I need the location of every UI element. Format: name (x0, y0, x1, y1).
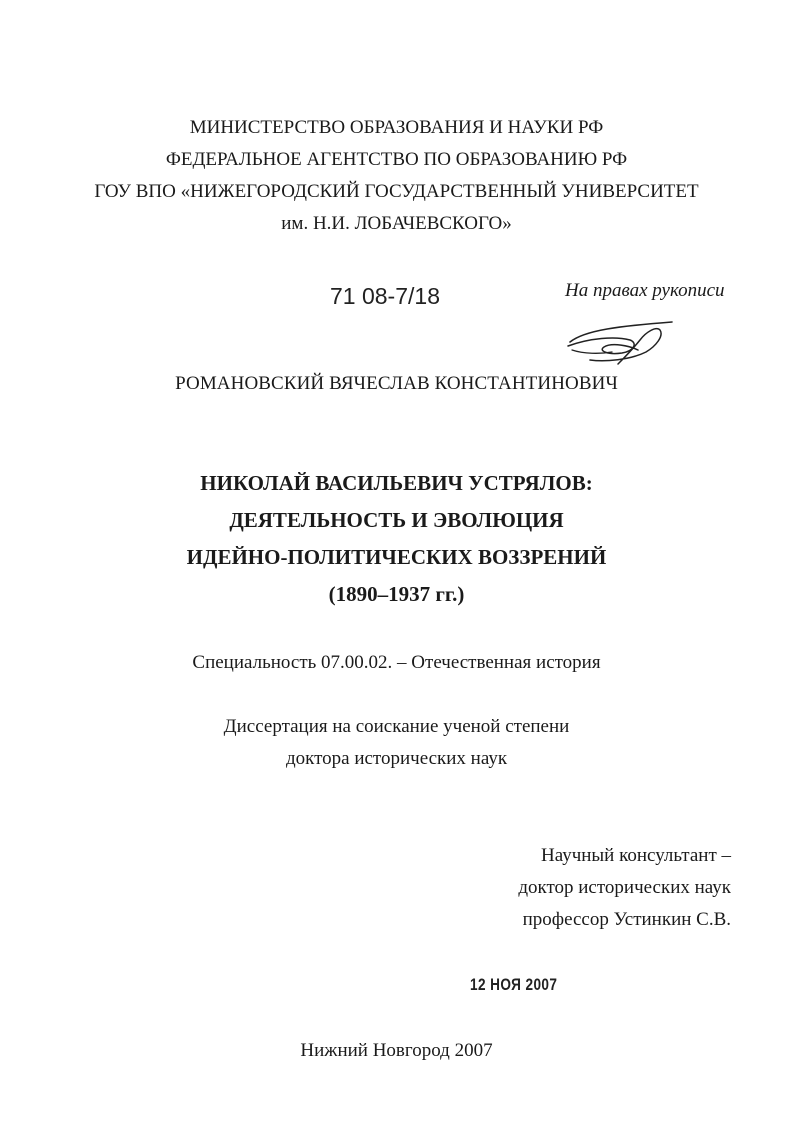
title-line-1: НИКОЛАЙ ВАСИЛЬЕВИЧ УСТРЯЛОВ: (200, 471, 593, 495)
manuscript-rights: На правах рукописи (565, 280, 725, 301)
author-name: РОМАНОВСКИЙ ВЯЧЕСЛАВ КОНСТАНТИНОВИЧ (175, 373, 618, 394)
consultant-line-3: профессор Устинкин С.В. (522, 909, 731, 930)
specialty-line: Специальность 07.00.02. – Отечественная история (192, 652, 601, 673)
city-year: Нижний Новгород 2007 (300, 1040, 493, 1061)
ministry-line: МИНИСТЕРСТВО ОБРАЗОВАНИЯ И НАУКИ РФ (189, 117, 604, 138)
university-line: ГОУ ВПО «НИЖЕГОРОДСКИЙ ГОСУДАРСТВЕННЫЙ УНИВЕРСИТЕТ (94, 181, 699, 202)
dissertation-line-1: Диссертация на соискание ученой степени (223, 716, 570, 737)
dissertation-line-2: доктора исторических наук (285, 748, 508, 769)
agency-line: ФЕДЕРАЛЬНОЕ АГЕНТСТВО ПО ОБРАЗОВАНИЮ РФ (165, 149, 628, 170)
catalog-code: 71 08-7/18 (330, 283, 440, 309)
date-stamp: 12 НОЯ 2007 (470, 975, 558, 994)
title-line-2: ДЕЯТЕЛЬНОСТЬ И ЭВОЛЮЦИЯ (229, 508, 564, 532)
title-line-3: ИДЕЙНО-ПОЛИТИЧЕСКИХ ВОЗЗРЕНИЙ (186, 545, 607, 569)
university-name-line: им. Н.И. ЛОБАЧЕВСКОГО» (281, 213, 512, 234)
consultant-line-1: Научный консультант – (541, 845, 731, 866)
signature-icon (560, 316, 680, 370)
title-years: (1890–1937 гг.) (328, 582, 465, 606)
consultant-line-2: доктор исторических наук (518, 877, 731, 898)
